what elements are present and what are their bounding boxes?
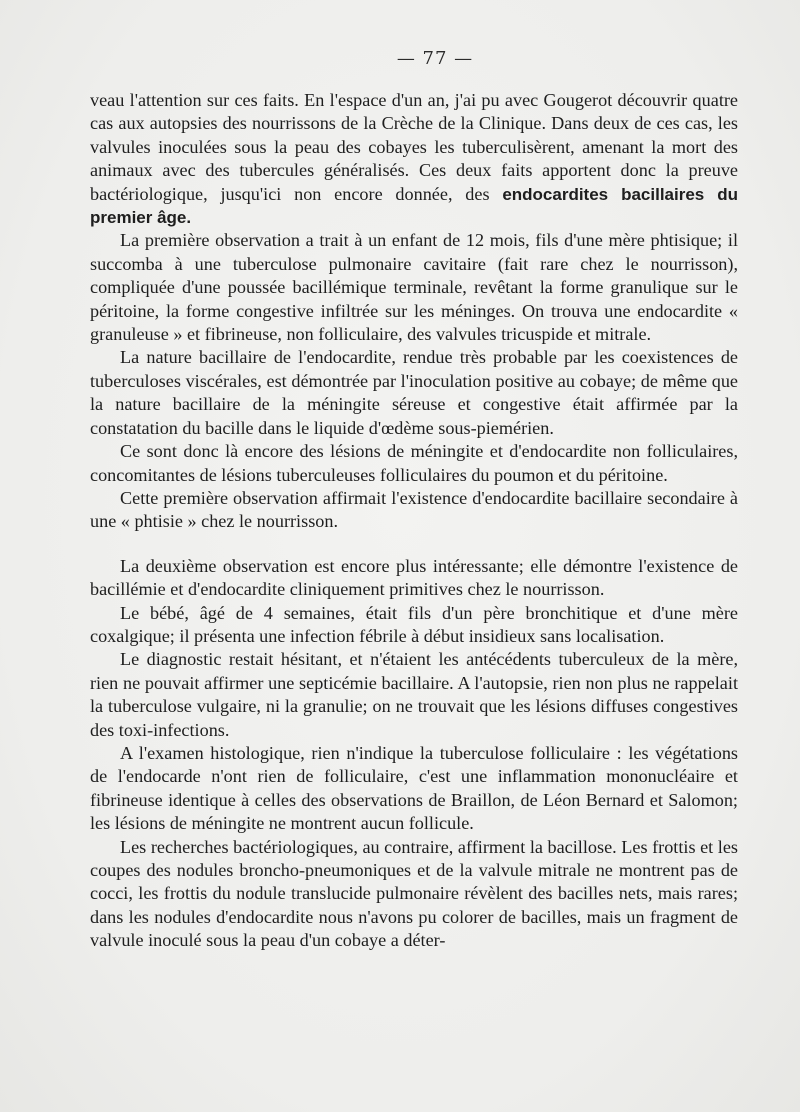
paragraph: Cette première observation affirmait l'existence d'endocardite bacillaire secondaire à une « phtisie » chez le nourrisson. bbox=[90, 487, 738, 532]
paragraph: Ce sont donc là encore des lésions de méningite et d'endocardite non folliculaires, concomitantes de lésions tuberculeuses folliculaires du poumon et du péritoine. bbox=[90, 441, 738, 485]
paragraph: Les recherches bactériologiques, au contraire, affirment la bacillose. Les frottis et les coupes des nodules broncho-pneumoniques et de la valvule mitrale ne montrent pas de cocci, les frottis du nodule translucide pulmonaire révèlent des bacilles nets, mais rares; dans les nodules d'endocardite nous n'avons pu colorer de bacilles, mais un fragment de valvule inoculé sous la peau d'un cobaye a déter- bbox=[90, 836, 738, 951]
paragraph: Le bébé, âgé de 4 semaines, était fils d'un père bronchitique et d'une mère coxalgique; il présenta une infection fébrile à début insidieux sans localisation. bbox=[90, 602, 738, 646]
paragraph: La deuxième observation est encore plus intéressante; elle démontre l'existence de bacillémie et d'endocardite cliniquement primitives chez le nourrisson. bbox=[90, 555, 738, 600]
paragraph: A l'examen histologique, rien n'indique la tuberculose folliculaire : les végétations de l'endocarde n'ont rien de folliculaire, c'est une inflammation mononucléaire et fibrineuse identique à celles des observations de Braillon, de Léon Bernard et Salomon; les lésions de méningite ne montrent aucun follicule. bbox=[90, 742, 738, 834]
page-number: — 77 — bbox=[396, 48, 474, 69]
emphasis-text: endocardites bacillaires du premier âge. bbox=[90, 184, 738, 228]
paragraph: veau l'attention sur ces faits. En l'espace d'un an, j'ai pu avec Gougerot découvrir quatre cas aux autopsies des nourrissons de la Crèche de la Clinique. Dans deux de ces cas, les valvules inoculées sous la peau des cobayes les tuberculisèrent, amenant la mort des animaux avec des tubercules généralisés. Ces deux faits apportent donc la preuve bactériologique, jusqu'ici non encore donnée, des endocardites bacillaires du premier âge. bbox=[90, 90, 738, 228]
paragraph: La première observation a trait à un enfant de 12 mois, fils d'une mère phtisique; il succomba à une tuberculose pulmonaire cavitaire (fait rare chez le nourrisson), compliquée d'une poussée bacillémique terminale, revêtant la forme granulique sur le péritoine, la forme congestive infiltrée sur les méninges. On trouva une endocardite « granuleuse » et fibrineuse, non folliculaire, des valvules tricuspide et mitrale. bbox=[90, 230, 738, 345]
body-text bbox=[90, 89, 738, 953]
paragraph: La nature bacillaire de l'endocardite, rendue très probable par les coexistences de tuberculoses viscérales, est démontrée par l'inoculation positive au cobaye; de même que la nature bacillaire de la méningite séreuse et congestive était affirmée par la constatation du bacille dans le liquide d'œdème sous-piemérien. bbox=[90, 347, 738, 438]
paragraph: Le diagnostic restait hésitant, et n'étaient les antécédents tuberculeux de la mère, rien ne pouvait affirmer une septicémie bacillaire. A l'autopsie, rien non plus ne rappelait la tuberculose vulgaire, ni la granulie; on ne trouvait que les lésions diffuses congestives des toxi-infections. bbox=[90, 649, 738, 740]
